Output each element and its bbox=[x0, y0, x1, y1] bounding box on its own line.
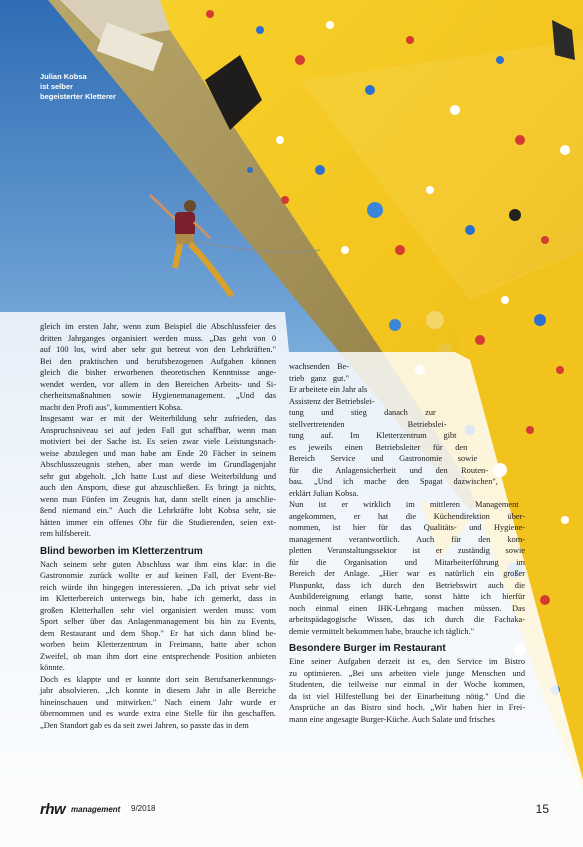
caption-line: Julian Kobsa bbox=[40, 72, 87, 81]
magazine-logo: rhw bbox=[40, 801, 66, 818]
text-line: übernommen und es wurde extra eine Stelle für ihn geschaffen. bbox=[40, 709, 276, 718]
text-line: „Den Standort gab es da seit zwei Jahren, so passte das in dem bbox=[40, 720, 249, 730]
text-line: Anspruchsniveau sei auf jeden Fall gut schaffbar, wenn man bbox=[40, 425, 276, 435]
text-line: Er arbeitete ein Jahr als bbox=[289, 385, 368, 394]
text-line: Gastronomie zurück wollte er auf keinen Fall, der Event-Be- bbox=[40, 571, 276, 580]
text-line: gleich im ersten Jahr, wenn zum Beispiel die Abschlussfeier des bbox=[40, 322, 276, 331]
photo-caption bbox=[40, 72, 116, 102]
text-line: Zweifel, ob man ihm dort eine entsprechende Position anbieten bbox=[40, 651, 276, 661]
paragraph bbox=[40, 413, 276, 540]
text-line: nommen, ist hier für das Qualitäts- und Hygiene- bbox=[289, 523, 525, 532]
text-line: für die Organisation und Mitarbeiterführung im bbox=[289, 557, 525, 567]
paragraph bbox=[289, 361, 501, 499]
text-line: Bereich der Anlage. „Hier war es natürlich ein großer bbox=[289, 569, 525, 578]
text-line: Insgesamt war er mit der Weiterbildung sehr zufrieden, das bbox=[40, 414, 276, 423]
text-line: zu optimieren. „Bei uns arbeiten viele junge Menschen und bbox=[289, 668, 525, 678]
text-line: gleich die bisher erworbenen theoretischen Kenntnisse ange- bbox=[40, 368, 276, 377]
text-line: Ansprüche an das Bistro sind hoch. „Wir haben hier in Frei- bbox=[289, 703, 525, 712]
paragraph bbox=[289, 499, 525, 637]
page-number: 15 bbox=[535, 802, 549, 816]
text-line: motiviert bei der Sache ist. Es seien zwar viele Leistungsnach- bbox=[40, 437, 276, 446]
text-line: Pluspunkt, dass ich durch den Betriebswirt auch die bbox=[289, 580, 525, 590]
text-line: im Kletterbereich unterwegs bin, habe ich gemerkt, dass in bbox=[40, 594, 276, 603]
text-line: noch einmal einen IHK-Lehrgang machen müssen. Das bbox=[289, 603, 525, 613]
text-line: Nach seinem sehr guten Abschluss war ihm eins klar: in die bbox=[40, 559, 276, 569]
paragraph bbox=[40, 559, 276, 674]
text-line: Doch es klappte und er konnte dort sein Berufsanerkennungs- bbox=[40, 674, 276, 684]
magazine-logo-subtitle: management bbox=[71, 805, 121, 814]
text-line: wenn man Fünfen im Zeugnis hat, dann stellt einen ja anschlie- bbox=[40, 494, 276, 504]
text-line: demie vermittelt bekommen habe, brauche ich täglich." bbox=[289, 626, 475, 636]
text-line: stellvertretenden Betriebslei- bbox=[289, 419, 447, 429]
paragraph bbox=[40, 674, 276, 732]
text-line: macht den Profi aus", kommentiert Kobsa. bbox=[40, 402, 183, 412]
text-line: Nun ist er wirklich im mittleren Management bbox=[289, 500, 519, 509]
text-line: jahr absolvieren. „Ich konnte in diesem Jahr in alle Bereiche bbox=[40, 686, 276, 695]
text-line: cherheitsmaßnahmen sowie Hygienemanagement. „Und das bbox=[40, 391, 276, 400]
text-line: worben beim Kletterzentrum in Freimann, hatte aber schon bbox=[40, 640, 276, 649]
text-line: es jeweils einen Betriebsleiter für den bbox=[289, 442, 468, 452]
text-line: wendet werden, vor allem in den Bereichen Arbeits- und Si- bbox=[40, 379, 276, 389]
text-line: könnte. bbox=[40, 663, 65, 672]
section-heading: Besondere Burger im Restaurant bbox=[289, 643, 446, 654]
text-line: bau. „Und ich mache den Spagat dazwischen", bbox=[289, 477, 498, 486]
text-line: tung auf. Im Kletterzentrum gibt bbox=[289, 431, 457, 440]
text-line: angekommen, er hat die Küchendirektion über- bbox=[289, 511, 525, 521]
text-line: management verantwortlich. Auch für den kom- bbox=[289, 534, 525, 544]
page-footer bbox=[40, 801, 555, 821]
paragraph bbox=[40, 321, 276, 413]
text-line: Eine seiner Aufgaben derzeit ist es, den Service im Bistro bbox=[289, 657, 525, 666]
text-line: hätten immer ein offenes Ohr für die Studierenden, seien ext- bbox=[40, 517, 276, 527]
text-line: großen Kletterhallen sehr viel organisiert werden muss: vom bbox=[40, 605, 276, 615]
text-line: weise abzulegen und man habe am Ende 20 Fächer in seinem bbox=[40, 448, 276, 458]
text-line: wachsenden Be- bbox=[289, 362, 349, 371]
text-line: ßend niemand ein." Auch die Lehrkräfte lobt Kobsa sehr, sie bbox=[40, 506, 276, 515]
text-line: auf 100 los, wird aber sehr gut betreut von den Lehrkräften." bbox=[40, 345, 276, 354]
text-line: für die Anlagensicherheit und den Routen- bbox=[289, 465, 488, 475]
text-line: Abschlusszeugnis stehen, aber man werde im Grundlagenjahr bbox=[40, 460, 276, 469]
issue-number: 9/2018 bbox=[131, 804, 156, 813]
text-line: dem Restaurant und dem Shop." Er hat sich dann blind be- bbox=[40, 628, 276, 638]
text-line: auch den Ansporn, diese gut abzuschließen. Es bringt ja nichts, bbox=[40, 483, 276, 492]
text-line: erklärt Julian Kobsa. bbox=[289, 488, 359, 498]
caption-line: begeisterter Kletterer bbox=[40, 92, 116, 101]
text-line: Studenten, die teilweise nur einmal in der Woche kommen, bbox=[289, 680, 525, 689]
text-line: Bereich Service und Gastronomie sowie bbox=[289, 454, 478, 463]
caption-line: ist selber bbox=[40, 82, 73, 91]
text-line: arbeitspädagogische Wissen, das ich durch die Fachaka- bbox=[289, 615, 525, 624]
text-line: hineinschauen und mitwirken." Nach einem Jahr wurde er bbox=[40, 697, 276, 707]
text-line: sehr gut abgeholt. „Ich hatte Lust auf diese Weiterbildung und bbox=[40, 471, 276, 481]
text-line: Sport selber über das Anlagenmanagement bis hin zu Events, bbox=[40, 617, 276, 626]
article-column-left bbox=[40, 321, 276, 731]
text-line: dritten Jahrganges organisiert werden muss. „Das geht von 0 bbox=[40, 333, 276, 343]
paragraph bbox=[289, 656, 525, 725]
article-column-right bbox=[289, 361, 525, 725]
text-line: tung und stieg danach zur bbox=[289, 408, 436, 417]
text-line: trieb ganz gut." bbox=[289, 373, 349, 383]
text-line: Bei den praktischen und berufsbezogenen Aufgaben können bbox=[40, 356, 276, 366]
text-line: da ist viel Hilfestellung bei der Einarbeitung nötig." Und die bbox=[289, 691, 525, 701]
text-line: pletten Veranstaltungssektor ist er zuständig sowie bbox=[289, 546, 525, 555]
text-line: Assistenz der Betriebslei- bbox=[289, 396, 375, 406]
text-line: rem hilfsbereit. bbox=[40, 529, 91, 538]
section-heading: Blind beworben im Kletterzentrum bbox=[40, 545, 203, 557]
text-line: reich würde ihn hingegen interessieren. „Da ich privat sehr viel bbox=[40, 582, 276, 592]
text-line: Ausbildereignung erlangt hatte, sonst hätte ich hierfür bbox=[289, 592, 525, 601]
text-line: mann eine angesagte Burger-Küche. Auch Salate und frisches bbox=[289, 714, 495, 724]
